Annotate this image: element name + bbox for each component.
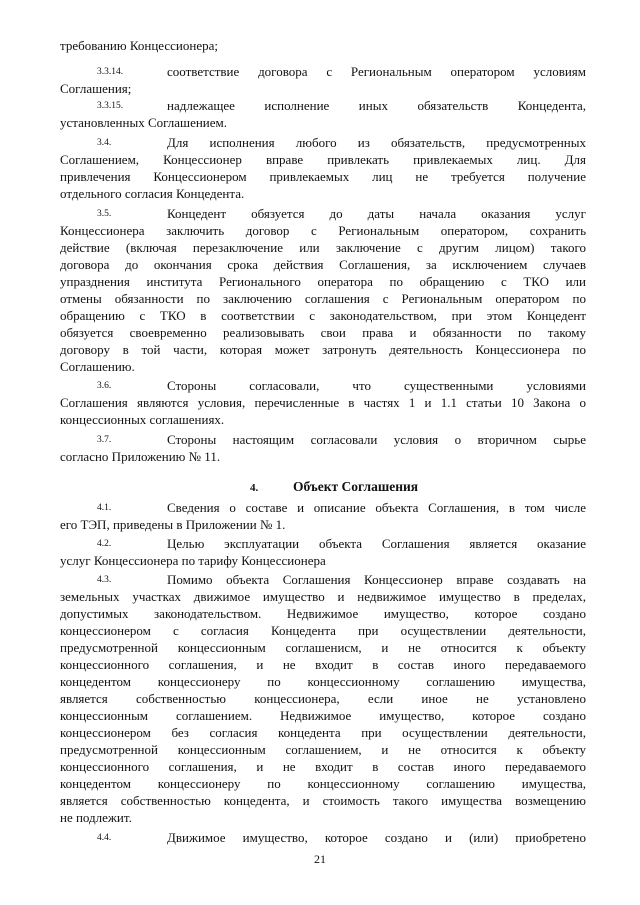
clause-text: установленных Соглашением. xyxy=(60,115,228,130)
clause-number: 4.3. xyxy=(97,575,112,585)
section-number: 4. xyxy=(250,482,259,494)
clause-text: Для исполнения любого из обязательств, предусмотренных xyxy=(167,135,586,150)
clause-text: Соглашению. xyxy=(60,359,135,374)
clause-text: является собственностью концедента, и стоимость такого имущества возмещению xyxy=(60,793,586,808)
clause-number: 3.3.15. xyxy=(97,101,124,111)
clause-number: 4.2. xyxy=(97,539,112,549)
clause-text: отдельного согласия Концедента. xyxy=(60,186,245,201)
clause-text: Концедент обязуется до даты начала оказания услуг xyxy=(167,206,586,221)
page-number: 21 xyxy=(314,852,326,866)
clause-text: концессионным соглашением. Недвижимое имущество, которое создано xyxy=(60,708,586,723)
clause-text: Сведения о составе и описание объекта Соглашения, в том числе xyxy=(167,500,586,515)
clause-text: действие (включая перезаключение или заключение с другим лицом) такого xyxy=(60,240,586,255)
clause-text: Помимо объекта Соглашения Концессионер вправе создавать на xyxy=(167,572,586,587)
clause-text: обязуется своевременно реализовывать свои права и обязанности по такому xyxy=(60,325,586,340)
clause-number: 3.4. xyxy=(97,138,112,148)
clause-text: концедентом концессионеру по концессионному соглашению имущества, xyxy=(60,776,586,791)
clause-text: Движимое имущество, которое создано и (или) приобретено xyxy=(167,830,586,845)
clause-number: 3.6. xyxy=(97,381,112,391)
clause-text: согласно Приложению № 11. xyxy=(60,449,221,464)
clause-text: концессионных соглашениях. xyxy=(60,412,225,427)
clause-text: допустимых законодательством. Недвижимое имущество, которое создано xyxy=(60,606,586,621)
clause-text: договора до окончания срока действия Соглашения, за исключением случаев xyxy=(60,257,586,272)
clause-text: его ТЭП, приведены в Приложении № 1. xyxy=(60,517,286,532)
clause-text: отмены обязанности по заключению соглашения с Региональным оператором по xyxy=(60,291,586,306)
clause-text: Стороны согласовали, что существенными условиями xyxy=(167,378,586,393)
clause-text: соответствие договора с Региональным оператором условиям xyxy=(167,64,586,79)
clause-text: упразднения института Регионального оператора по обращению с ТКО или xyxy=(60,274,586,289)
clause-text: Соглашения; xyxy=(60,81,132,96)
clause-number: 4.4. xyxy=(97,833,112,843)
clause-text: Концессионера заключить договор с Региональным оператором, сохранить xyxy=(60,223,586,238)
clause-text: концессионером без согласия концедента при осуществлении деятельности, xyxy=(60,725,586,740)
continuation-text: требованию Концессионера; xyxy=(60,38,218,53)
clause-text: концессионного соглашения, и не входит в состав иного передаваемого xyxy=(60,759,586,774)
clause-text: надлежащее исполнение иных обязательств Концедента, xyxy=(167,98,586,113)
clause-number: 4.1. xyxy=(97,503,112,513)
clause-number: 3.3.14. xyxy=(97,67,124,77)
clause-text: Целью эксплуатации объекта Соглашения является оказание xyxy=(167,536,586,551)
clause-number: 3.7. xyxy=(97,435,112,445)
section-title: Объект Соглашения xyxy=(293,479,419,494)
clause-text: концессионером с согласия Концедента при осуществлении деятельности, xyxy=(60,623,586,638)
clause-text: не подлежит. xyxy=(60,810,132,825)
clause-text: услуг Концессионера по тарифу Концессионера xyxy=(60,553,326,568)
clause-text: концедентом концессионеру по концессионному соглашению имущества, xyxy=(60,674,586,689)
clause-number: 3.5. xyxy=(97,209,112,219)
clause-text: Стороны настоящим согласовали условия о вторичном сырье xyxy=(167,432,586,447)
clause-text: договору в той части, которая может затронуть деятельность Концессионера по xyxy=(60,342,586,357)
clause-text: является собственностью концессионера, если иное не установлено xyxy=(60,691,586,706)
clause-text: концессионного соглашения, и не входит в состав иного передаваемого xyxy=(60,657,586,672)
clause-text: Соглашения являются условия, перечисленные в частях 1 и 1.1 статьи 10 Закона о xyxy=(60,395,586,410)
clause-text: Соглашением, Концессионер вправе привлекать привлекаемых лиц. Для xyxy=(60,152,586,167)
clause-text: земельных участках движимое имущество и недвижимое имущество в пределах, xyxy=(60,589,586,604)
clause-text: предусмотренной концессионным соглашенисм, и не относится к объекту xyxy=(60,640,586,655)
clause-text: обращению с ТКО в соответствии с законодательством, при этом Концедент xyxy=(60,308,586,323)
clause-text: привлечения Концессионером привлекаемых лиц не требуется получение xyxy=(60,169,586,184)
clause-text: предусмотренной концессионным соглашением, и не относится к объекту xyxy=(60,742,586,757)
